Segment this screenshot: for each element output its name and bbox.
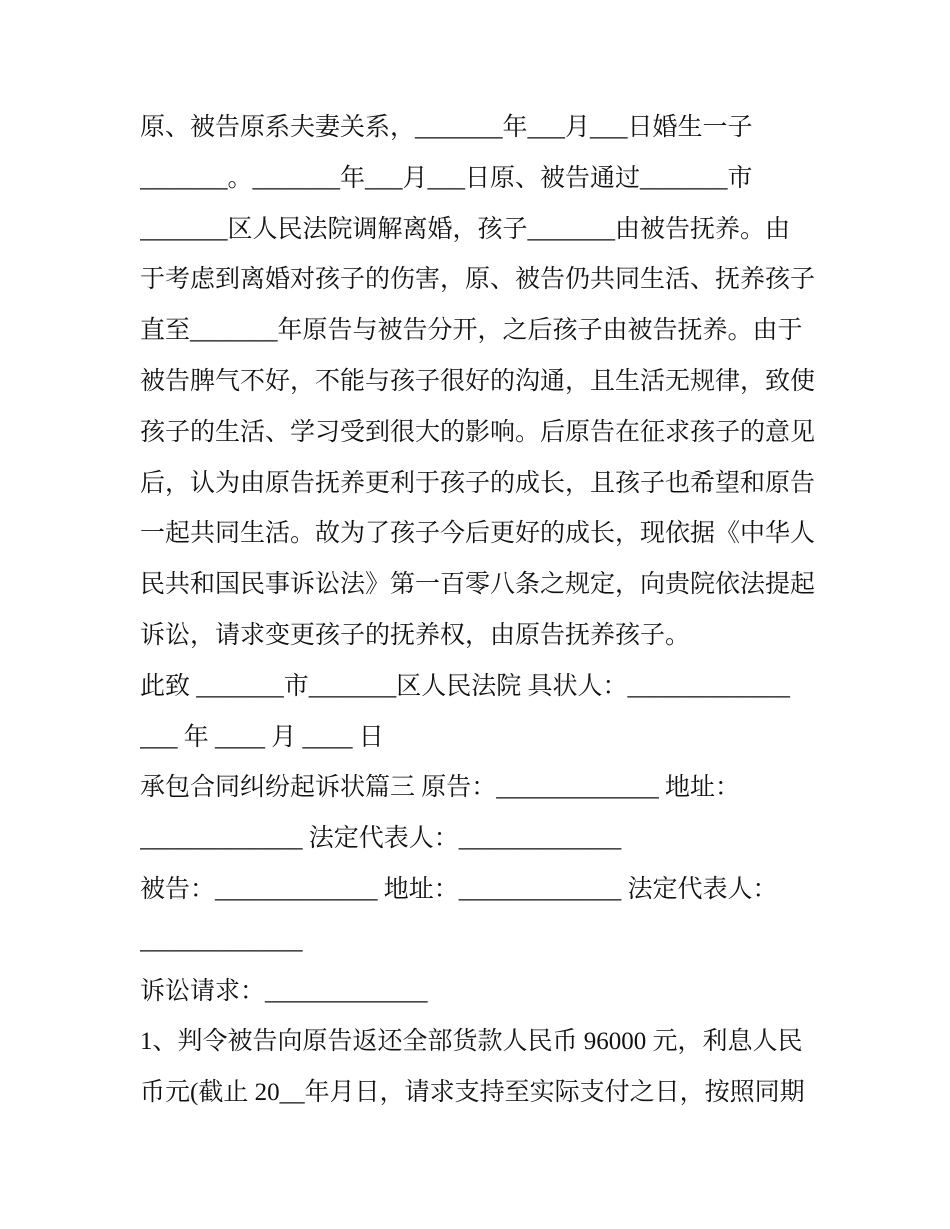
text-line: 被告：_____________ 地址：_____________ 法定代表人： — [140, 875, 778, 903]
text-line: 民共和国民事诉讼法》第一百零八条之规定，向贵院依法提起 — [140, 571, 816, 599]
text-line: 被告脾气不好，不能与孩子很好的沟通，且生活无规律，致使 — [140, 367, 816, 395]
document-body — [140, 103, 820, 1119]
text-line: 诉讼，请求变更孩子的抚养权，由原告抚养孩子。 — [140, 621, 691, 649]
text-line: _____________ — [140, 926, 303, 954]
text-line: _______。_______年___月___日原、被告通过_______市 — [140, 164, 753, 192]
date-line: ___ 年 ____ 月 ____ 日 — [140, 723, 384, 751]
addressee-line: 此致 _______市_______区人民法院 具状人：_____________ — [140, 672, 791, 700]
text-line: _______区人民法院调解离婚，孩子_______由被告抚养。由 — [140, 215, 791, 243]
text-line: 币元(截止 20__年月日，请求支持至实际支付之日，按照同期 — [140, 1079, 805, 1107]
text-line: _____________ 法定代表人：_____________ — [140, 825, 622, 853]
claims-heading-line: 诉讼请求：_____________ — [140, 977, 428, 1005]
text-line: 后，认为由原告抚养更利于孩子的成长，且孩子也希望和原告 — [140, 469, 816, 497]
text-line: 直至_______年原告与被告分开，之后孩子由被告抚养。由于 — [140, 317, 803, 345]
text-line: 1、判令被告向原告返还全部货款人民币 96000 元，利息人民 — [140, 1028, 803, 1056]
text-line: 孩子的生活、学习受到很大的影响。后原告在征求孩子的意见 — [140, 418, 816, 446]
text-line: 于考虑到离婚对孩子的伤害，原、被告仍共同生活、抚养孩子 — [140, 266, 816, 294]
text-line: 一起共同生活。故为了孩子今后更好的成长，现依据《中华人 — [140, 520, 816, 548]
section-heading-line: 承包合同纠纷起诉状篇三 原告：_____________ 地址： — [140, 774, 741, 802]
text-line: 原、被告原系夫妻关系，_______年___月___日婚生一子 — [140, 114, 753, 141]
